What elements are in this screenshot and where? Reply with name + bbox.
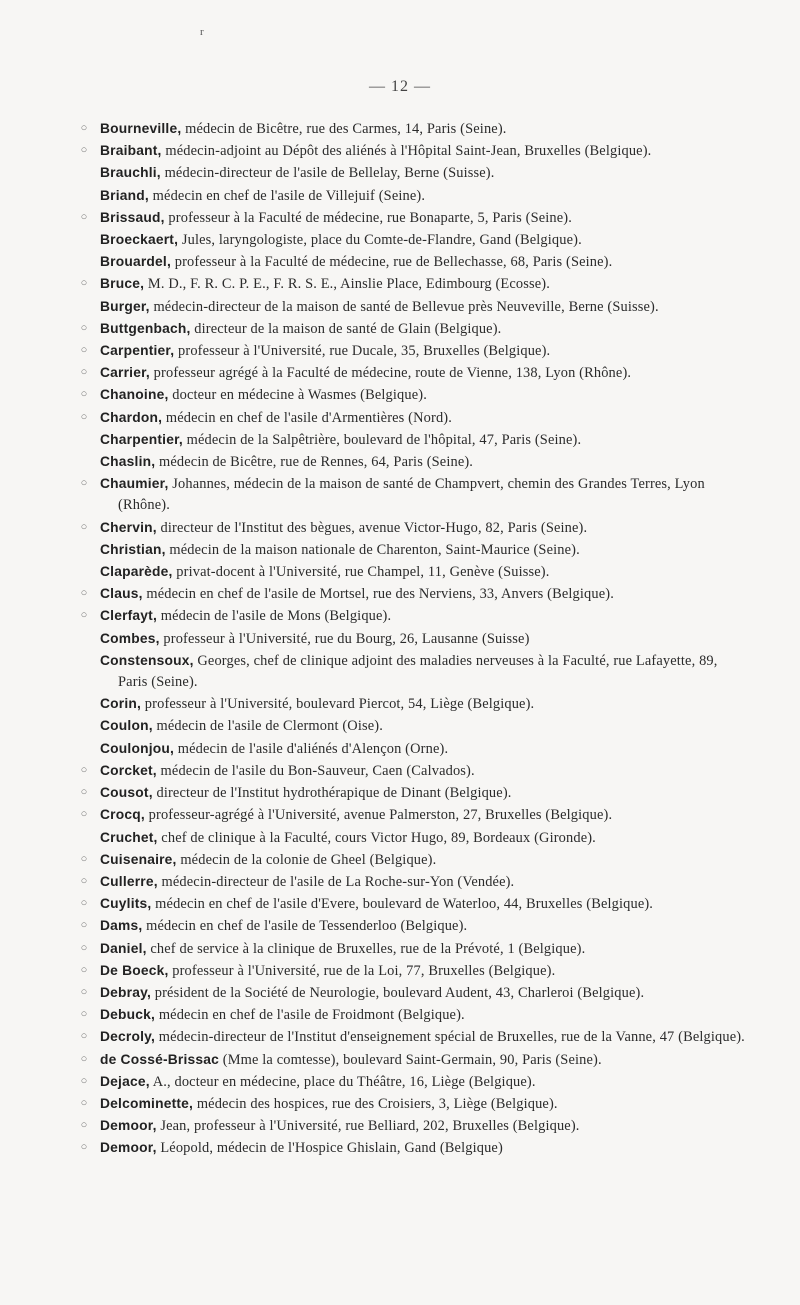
member-name: Crocq,: [100, 807, 145, 823]
member-name: Daniel,: [100, 940, 147, 956]
member-entry: [78, 296, 748, 318]
member-name: Claus,: [100, 586, 143, 602]
member-marker-icon: ○: [80, 520, 88, 533]
member-entry: [78, 407, 748, 429]
member-details: A., docteur en médecine, place du Théâtre, 16, Liège (Belgique).: [149, 1073, 536, 1090]
member-marker-icon: ○: [80, 1096, 88, 1109]
member-entry: [78, 893, 748, 915]
member-entry: [78, 650, 748, 693]
member-entry: [78, 185, 748, 207]
member-details: médecin des hospices, rue des Croisiers, 3, Liège (Belgique).: [193, 1095, 558, 1112]
member-marker-icon: ○: [80, 587, 88, 600]
member-marker-icon: ○: [80, 366, 88, 379]
member-name: Corin,: [100, 696, 142, 712]
member-entry: [78, 938, 748, 960]
member-entry: [78, 849, 748, 871]
member-name: Delcominette,: [100, 1095, 194, 1111]
member-details: professeur à l'Université, rue de la Loi, 77, Bruxelles (Belgique).: [168, 962, 556, 979]
member-entry: [78, 318, 748, 340]
member-marker-icon: ○: [80, 388, 88, 401]
member-entry: [78, 1093, 748, 1115]
member-name: Constensoux,: [100, 652, 194, 668]
member-details: Johannes, médecin de la maison de santé de Champvert, chemin des Grandes Terres, Lyon (Rhône).: [118, 476, 705, 514]
member-marker-icon: ○: [80, 477, 88, 490]
member-entry: [78, 1115, 748, 1137]
member-entry: [78, 1049, 748, 1071]
member-name: de Cossé-Brissac: [100, 1051, 219, 1067]
member-name: Cullerre,: [100, 873, 158, 889]
member-marker-icon: ○: [80, 410, 88, 423]
member-details: président de la Société de Neurologie, boulevard Audent, 43, Charleroi (Belgique).: [151, 984, 645, 1001]
member-entry: [78, 539, 748, 561]
member-marker-icon: ○: [80, 874, 88, 887]
member-name: Burger,: [100, 298, 150, 314]
member-details: médecin de la maison nationale de Charenton, Saint-Maurice (Seine).: [165, 541, 580, 558]
member-name: Brauchli,: [100, 165, 161, 181]
member-marker-icon: ○: [80, 122, 88, 134]
member-entry: [78, 162, 748, 184]
member-entry: [78, 473, 748, 516]
member-name: Clerfayt,: [100, 608, 158, 624]
member-marker-icon: ○: [80, 852, 88, 865]
member-name: Carrier,: [100, 365, 150, 381]
member-entry: [78, 605, 748, 627]
member-details: médecin en chef de l'asile d'Evere, boulevard de Waterloo, 44, Bruxelles (Belgique).: [151, 896, 654, 913]
member-details: M. D., F. R. C. P. E., F. R. S. E., Ainslie Place, Edimbourg (Ecosse).: [144, 276, 550, 293]
member-details: Jean, professeur à l'Université, rue Belliard, 202, Bruxelles (Belgique).: [156, 1118, 580, 1135]
member-details: professeur à l'Université, boulevard Piercot, 54, Liège (Belgique).: [141, 696, 535, 713]
member-name: Coulonjou,: [100, 740, 175, 756]
member-name: Debray,: [100, 984, 151, 1000]
member-marker-icon: ○: [80, 321, 88, 334]
member-entry: [78, 340, 748, 362]
member-entry: [78, 583, 748, 605]
member-entry: [78, 561, 748, 583]
member-details: médecin en chef de l'asile de Mortsel, rue des Nerviens, 33, Anvers (Belgique).: [142, 586, 614, 603]
member-details: Georges, chef de clinique adjoint des maladies nerveuses à la Faculté, rue Lafayette, 89, Paris (Seine).: [118, 652, 718, 691]
member-marker-icon: ○: [80, 1052, 88, 1065]
member-name: Brouardel,: [100, 254, 171, 270]
member-entry: [78, 384, 748, 406]
member-details: professeur à la Faculté de médecine, rue Bonaparte, 5, Paris (Seine).: [164, 209, 572, 226]
member-details: directeur de la maison de santé de Glain (Belgique).: [190, 320, 502, 337]
member-marker-icon: ○: [80, 144, 88, 157]
member-name: Broeckaert,: [100, 232, 179, 248]
member-details: médecin-directeur de la maison de santé de Bellevue près Neuveville, Berne (Suisse).: [149, 298, 659, 315]
member-name: Brissaud,: [100, 209, 165, 225]
member-marker-icon: ○: [80, 1141, 88, 1154]
member-entry: [78, 1004, 748, 1026]
member-entry: [78, 782, 748, 804]
member-marker-icon: ○: [80, 963, 88, 976]
member-details: Léopold, médecin de l'Hospice Ghislain, Gand (Belgique): [156, 1140, 503, 1157]
member-name: Buttgenbach,: [100, 320, 191, 336]
member-marker-icon: ○: [80, 919, 88, 932]
member-details: professeur à l'Université, rue Ducale, 35, Bruxelles (Belgique).: [174, 343, 551, 360]
member-entry: [78, 715, 748, 737]
member-entry: [78, 628, 748, 650]
member-entry: [78, 140, 748, 162]
member-name: Coulon,: [100, 718, 153, 734]
member-marker-icon: ○: [80, 1074, 88, 1087]
member-details: directeur de l'Institut des bègues, avenue Victor-Hugo, 82, Paris (Seine).: [156, 519, 588, 536]
member-entry: [78, 429, 748, 451]
member-marker-icon: ○: [80, 985, 88, 998]
page-number: — 12 —: [369, 78, 431, 95]
member-details: directeur de l'Institut hydrothérapique de Dinant (Belgique).: [152, 785, 512, 802]
member-details: médecin de Bicêtre, rue des Carmes, 14, Paris (Seine).: [181, 121, 507, 137]
member-name: Dams,: [100, 918, 143, 934]
member-marker-icon: ○: [80, 277, 88, 290]
member-details: médecin en chef de l'asile de Tessenderloo (Belgique).: [142, 918, 468, 935]
member-entry: [78, 693, 748, 715]
member-details: médecin-adjoint au Dépôt des aliénés à l'Hôpital Saint-Jean, Bruxelles (Belgique).: [161, 143, 652, 160]
member-name: Demoor,: [100, 1140, 157, 1156]
member-details: professeur à l'Université, rue du Bourg, 26, Lausanne (Suisse): [159, 630, 530, 647]
member-name: Cuylits,: [100, 896, 152, 912]
member-name: Charpentier,: [100, 431, 183, 447]
member-name: Briand,: [100, 187, 149, 203]
member-entry: [78, 915, 748, 937]
member-name: Braibant,: [100, 143, 162, 159]
member-details: chef de clinique à la Faculté, cours Victor Hugo, 89, Bordeaux (Gironde).: [157, 829, 596, 846]
member-name: Corcket,: [100, 762, 157, 778]
member-details: médecin de l'asile de Clermont (Oise).: [152, 718, 383, 735]
member-marker-icon: ○: [80, 1030, 88, 1043]
member-marker-icon: ○: [80, 786, 88, 799]
member-entry: [78, 273, 748, 295]
member-name: Combes,: [100, 630, 160, 646]
page-mark: r: [200, 26, 204, 38]
member-marker-icon: ○: [80, 1119, 88, 1132]
member-details: médecin-directeur de l'asile de Bellelay, Berne (Suisse).: [160, 165, 495, 182]
member-entry: [78, 229, 748, 251]
member-marker-icon: ○: [80, 1008, 88, 1021]
member-details: professeur-agrégé à l'Université, avenue Palmerston, 27, Bruxelles (Belgique).: [144, 807, 613, 824]
member-entry: [78, 362, 748, 384]
member-details: médecin de Bicêtre, rue de Rennes, 64, Paris (Seine).: [155, 454, 474, 471]
member-marker-icon: ○: [80, 210, 88, 223]
member-entry: [78, 982, 748, 1004]
member-entry: [78, 871, 748, 893]
member-marker-icon: ○: [80, 808, 88, 821]
member-name: Cuisenaire,: [100, 851, 177, 867]
member-name: Demoor,: [100, 1118, 157, 1134]
member-entry: [78, 451, 748, 473]
member-name: Chervin,: [100, 519, 157, 535]
member-details: docteur en médecine à Wasmes (Belgique).: [168, 387, 427, 404]
member-entry: [78, 804, 748, 826]
member-name: Claparède,: [100, 564, 173, 580]
member-name: Chardon,: [100, 409, 163, 425]
member-details: médecin en chef de l'asile de Villejuif (Seine).: [148, 187, 426, 204]
member-entry: [78, 207, 748, 229]
member-name: Chaumier,: [100, 476, 169, 492]
member-details: professeur agrégé à la Faculté de médecine, route de Vienne, 138, Lyon (Rhône).: [149, 365, 632, 382]
member-details: chef de service à la clinique de Bruxelles, rue de la Prévoté, 1 (Belgique).: [146, 940, 586, 957]
member-marker-icon: ○: [80, 344, 88, 357]
member-details: médecin de l'asile du Bon-Sauveur, Caen (Calvados).: [156, 762, 475, 779]
member-details: médecin de la Salpêtrière, boulevard de l'hôpital, 47, Paris (Seine).: [182, 431, 582, 448]
member-entry: [78, 251, 748, 273]
member-name: Cruchet,: [100, 829, 158, 845]
member-name: Chanoine,: [100, 387, 169, 403]
member-marker-icon: ○: [80, 941, 88, 954]
member-name: Carpentier,: [100, 343, 175, 359]
member-marker-icon: ○: [80, 897, 88, 910]
member-name: Dejace,: [100, 1073, 150, 1089]
member-entry: [78, 738, 748, 760]
member-marker-icon: ○: [80, 609, 88, 622]
member-name: Chaslin,: [100, 454, 156, 470]
member-marker-icon: ○: [80, 763, 88, 776]
member-details: médecin-directeur de l'asile de La Roche-sur-Yon (Vendée).: [157, 873, 515, 890]
member-details: (Mme la comtesse), boulevard Saint-Germain, 90, Paris (Seine).: [219, 1051, 602, 1068]
member-entry: [78, 1137, 748, 1159]
member-details: privat-docent à l'Université, rue Champel, 11, Genève (Suisse).: [172, 564, 550, 581]
member-details: médecin en chef de l'asile d'Armentières (Nord).: [162, 409, 452, 426]
member-details: médecin en chef de l'asile de Froidmont (Belgique).: [155, 1007, 465, 1024]
member-name: Cousot,: [100, 785, 153, 801]
member-entry: [78, 1026, 748, 1048]
member-entry: [78, 1071, 748, 1093]
member-details: Jules, laryngologiste, place du Comte-de-Flandre, Gand (Belgique).: [178, 232, 582, 249]
member-name: Bourneville,: [100, 121, 182, 136]
member-name: De Boeck,: [100, 962, 169, 978]
member-name: Debuck,: [100, 1007, 156, 1023]
member-details: médecin-directeur de l'Institut d'enseignement spécial de Bruxelles, rue de la Vanne, 47 (Belgique).: [155, 1029, 745, 1046]
member-entry: [78, 118, 748, 140]
member-name: Bruce,: [100, 276, 145, 292]
member-entry: [78, 517, 748, 539]
member-details: médecin de la colonie de Gheel (Belgique).: [176, 851, 437, 868]
member-entry: [78, 960, 748, 982]
member-name: Christian,: [100, 541, 166, 557]
member-details: médecin de l'asile de Mons (Belgique).: [157, 608, 392, 625]
member-entry: [78, 827, 748, 849]
member-list: [78, 118, 748, 1160]
member-name: Decroly,: [100, 1029, 156, 1045]
member-details: médecin de l'asile d'aliénés d'Alençon (Orne).: [174, 740, 449, 757]
member-details: professeur à la Faculté de médecine, rue de Bellechasse, 68, Paris (Seine).: [171, 254, 613, 271]
member-entry: [78, 760, 748, 782]
